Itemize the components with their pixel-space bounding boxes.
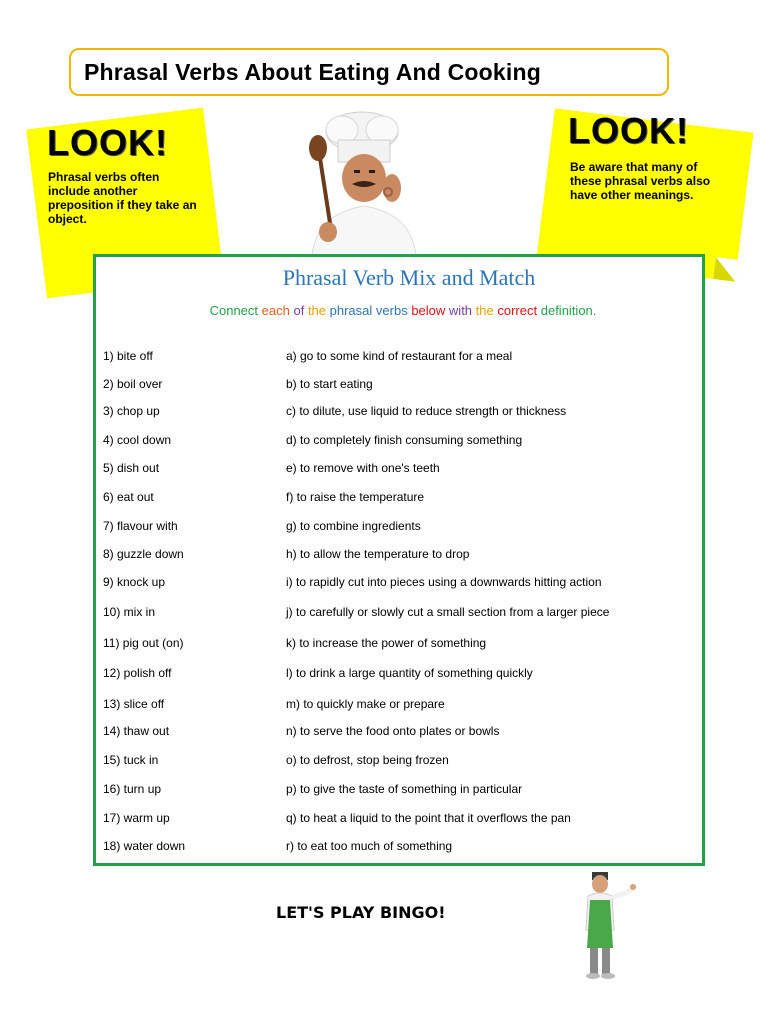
instruction-word: with (448, 303, 473, 318)
phrasal-verb: 15) tuck in (103, 753, 159, 767)
phrasal-verb: 14) thaw out (103, 724, 170, 738)
phrasal-verb: 11) pig out (on) (103, 636, 184, 650)
definition: a) go to some kind of restaurant for a meal (286, 349, 513, 363)
phrasal-verb: 3) chop up (103, 404, 160, 418)
waiter-illustration (580, 870, 640, 982)
exercise-title: Phrasal Verb Mix and Match (282, 265, 536, 290)
phrasal-verb: 8) guzzle down (103, 547, 184, 561)
definition: l) to drink a large quantity of something quickly (286, 666, 533, 680)
definition: p) to give the taste of something in particular (286, 782, 523, 796)
page-title: Phrasal Verbs About Eating And Cooking (84, 58, 541, 85)
instruction-word: phrasal (329, 303, 373, 318)
phrasal-verb: 12) polish off (103, 666, 172, 680)
definition: i) to rapidly cut into pieces using a downwards hitting action (286, 575, 602, 589)
definition: k) to increase the power of something (286, 636, 487, 650)
title-box (69, 48, 669, 96)
left-look-heading: LOOK! (47, 122, 168, 163)
definition: h) to allow the temperature to drop (286, 547, 470, 561)
definition: j) to carefully or slowly cut a small section from a larger piece (286, 605, 610, 619)
instruction-word: each (261, 303, 290, 318)
definition: g) to combine ingredients (286, 519, 421, 533)
phrasal-verb: 9) knock up (103, 575, 166, 589)
left-note-text: Phrasal verbs often include another preposition if they take an object. (48, 170, 197, 226)
definition: n) to serve the food onto plates or bowls (286, 724, 500, 738)
definition: e) to remove with one's teeth (286, 461, 440, 475)
phrasal-verb: 13) slice off (103, 697, 165, 711)
chef-illustration (292, 110, 432, 256)
bingo-text: LET'S PLAY BINGO! (276, 903, 446, 922)
definition: q) to heat a liquid to the point that it overflows the pan (286, 811, 571, 825)
phrasal-verb: 16) turn up (103, 782, 162, 796)
instruction-word: the (475, 303, 494, 318)
phrasal-verb: 18) water down (103, 839, 186, 853)
right-note-text: Be aware that many of these phrasal verbs also have other meanings. (570, 160, 711, 202)
instruction-word: correct (497, 303, 538, 318)
instruction-word: of (293, 303, 305, 318)
definition: f) to raise the temperature (286, 490, 425, 504)
phrasal-verb: 2) boil over (103, 377, 163, 391)
definition: d) to completely finish consuming something (286, 433, 523, 447)
phrasal-verb: 17) warm up (103, 811, 170, 825)
instruction-word: Connect (209, 303, 259, 318)
right-look-heading: LOOK! (568, 110, 689, 151)
note-fold (713, 257, 738, 282)
definition: r) to eat too much of something (286, 839, 453, 853)
definition: o) to defrost, stop being frozen (286, 753, 449, 767)
phrasal-verb: 7) flavour with (103, 519, 178, 533)
instruction-word: the (307, 303, 327, 318)
phrasal-verb: 5) dish out (103, 461, 160, 475)
exercise-box (93, 254, 705, 866)
instruction-text (96, 303, 702, 318)
phrasal-verb: 10) mix in (103, 605, 156, 619)
phrasal-verb: 1) bite off (103, 349, 153, 363)
instruction-word: definition. (540, 303, 597, 318)
instruction-word: below (411, 303, 446, 318)
definition: b) to start eating (286, 377, 373, 391)
instruction-word: verbs (375, 303, 408, 318)
definition: m) to quickly make or prepare (286, 697, 445, 711)
phrasal-verb: 4) cool down (103, 433, 172, 447)
definition: c) to dilute, use liquid to reduce strength or thickness (286, 404, 567, 418)
phrasal-verb: 6) eat out (103, 490, 154, 504)
